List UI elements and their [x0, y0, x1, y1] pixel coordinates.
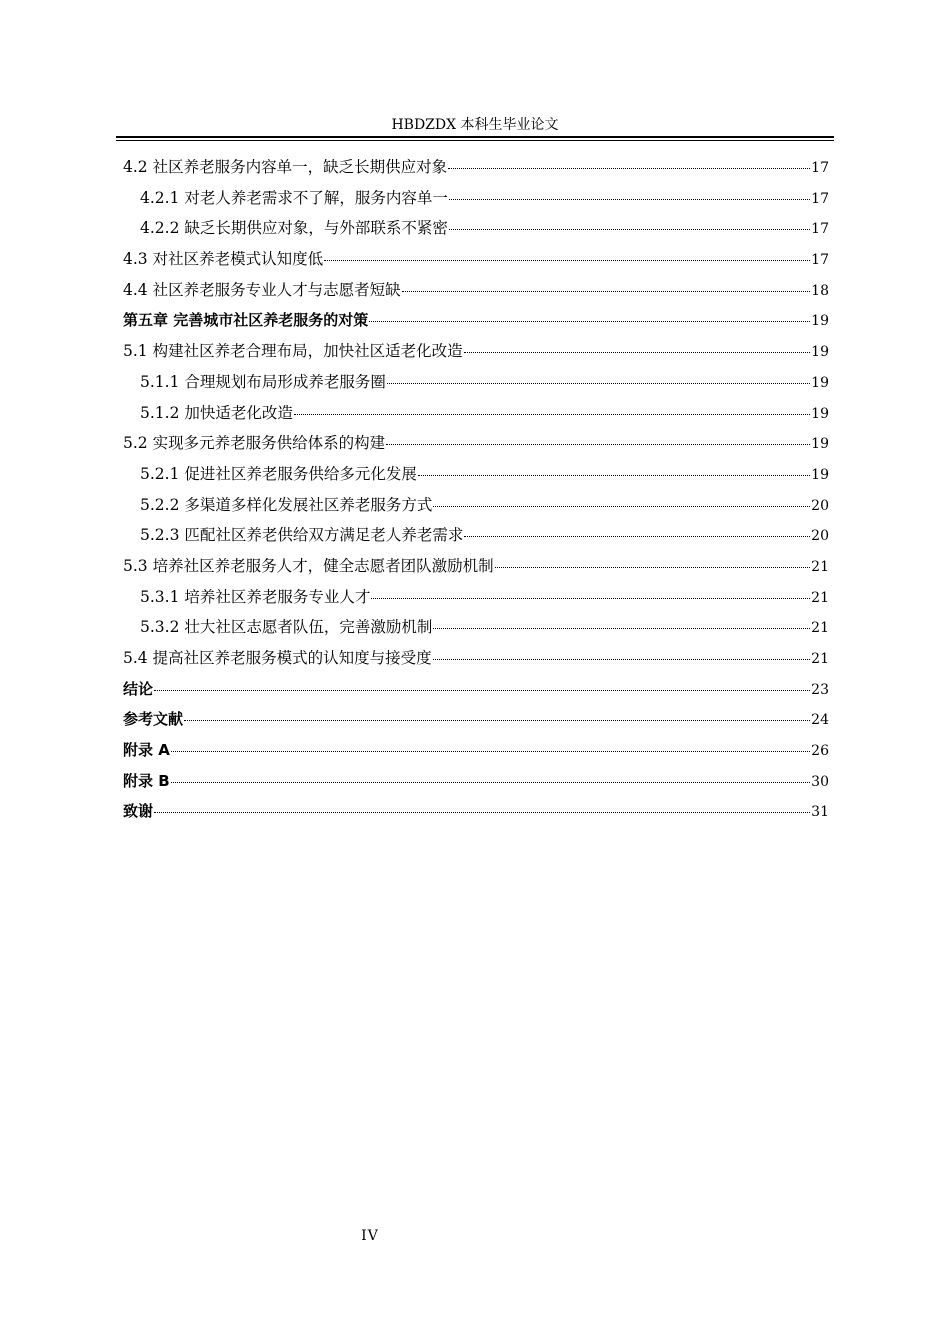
toc-entry-title: 致谢 [123, 802, 154, 821]
toc-dot-leader [402, 291, 811, 292]
toc-dot-leader [184, 720, 810, 721]
toc-entry-page: 24 [811, 712, 829, 729]
toc-entry[interactable] [123, 739, 829, 770]
toc-dot-leader [386, 444, 810, 445]
toc-dot-leader [464, 536, 810, 537]
toc-dot-leader [449, 229, 810, 230]
toc-entry-page: 19 [811, 436, 829, 453]
toc-entry[interactable] [123, 187, 829, 218]
toc-entry-title: 附录 B [123, 771, 170, 790]
toc-entry-title: 参考文献 [123, 710, 184, 729]
header-rule-thin [116, 140, 834, 141]
toc-entry[interactable] [123, 616, 829, 647]
toc-entry[interactable] [123, 708, 829, 739]
toc-entry-title: 5.1 构建社区养老合理布局，加快社区适老化改造 [123, 342, 463, 361]
toc-dot-leader [449, 199, 810, 200]
toc-dot-leader [171, 782, 811, 783]
toc-entry-title: 5.1.2 加快适老化改造 [140, 403, 293, 422]
toc-entry-title: 5.4 提高社区养老服务模式的认知度与接受度 [123, 649, 432, 667]
toc-entry[interactable] [123, 494, 829, 525]
toc-entry-page: 21 [811, 620, 829, 637]
toc-entry-page: 23 [811, 681, 829, 698]
toc-entry-title: 4.2.1 对老人养老需求不了解，服务内容单一 [140, 188, 448, 207]
toc-dot-leader [433, 659, 811, 660]
toc-dot-leader [171, 751, 810, 752]
toc-entry-title: 5.3.1 培养社区养老服务专业人才 [140, 587, 371, 606]
toc-entry-title: 5.2 实现多元养老服务供给体系的构建 [123, 434, 386, 453]
toc-entry[interactable] [123, 524, 829, 555]
toc-dot-leader [154, 690, 810, 691]
toc-entry[interactable] [123, 678, 829, 709]
toc-entry[interactable] [123, 463, 829, 494]
toc-entry-page: 21 [811, 651, 829, 667]
toc-entry[interactable] [123, 586, 829, 617]
toc-entry-page: 17 [811, 252, 829, 269]
toc-entry-title: 5.1.1 合理规划布局形成养老服务圈 [140, 372, 386, 391]
toc-entry[interactable] [123, 371, 829, 402]
toc-entry-page: 17 [811, 190, 829, 207]
toc-dot-leader [433, 506, 810, 507]
table-of-contents [123, 156, 829, 831]
toc-entry[interactable] [123, 555, 829, 586]
toc-dot-leader [154, 812, 810, 813]
page-header: HBDZDX 本科生毕业论文 [391, 117, 559, 133]
toc-entry-page: 30 [811, 773, 829, 790]
toc-entry[interactable] [123, 770, 829, 801]
toc-entry-page: 19 [811, 313, 829, 330]
toc-entry[interactable] [123, 402, 829, 433]
toc-entry-page: 20 [811, 497, 829, 514]
toc-entry[interactable] [123, 156, 829, 187]
toc-entry[interactable] [123, 432, 829, 463]
toc-dot-leader [387, 383, 810, 384]
toc-dot-leader [418, 475, 810, 476]
toc-entry[interactable] [123, 800, 829, 831]
toc-entry-page: 20 [811, 528, 829, 545]
toc-entry-title: 5.3.2 壮大社区志愿者队伍，完善激励机制 [140, 618, 433, 637]
toc-entry-title: 4.2.2 缺乏长期供应对象，与外部联系不紧密 [140, 219, 448, 238]
toc-entry-page: 26 [811, 743, 829, 760]
toc-entry-title: 4.2 社区养老服务内容单一，缺乏长期供应对象 [123, 158, 448, 176]
toc-entry[interactable] [123, 217, 829, 248]
toc-dot-leader [371, 598, 810, 599]
toc-entry-page: 31 [811, 804, 829, 821]
toc-entry-title: 5.2.3 匹配社区养老供给双方满足老人养老需求 [140, 526, 464, 545]
toc-entry-title: 5.2.1 促进社区养老服务供给多元化发展 [140, 464, 417, 483]
toc-dot-leader [369, 321, 810, 322]
toc-entry-page: 17 [811, 160, 829, 176]
toc-entry-title: 附录 A [123, 741, 170, 760]
toc-entry-title: 4.3 对社区养老模式认知度低 [123, 250, 324, 269]
toc-entry-title: 4.4 社区养老服务专业人才与志愿者短缺 [123, 280, 401, 299]
toc-entry-page: 21 [811, 589, 829, 606]
toc-entry[interactable] [123, 340, 829, 371]
toc-dot-leader [294, 414, 810, 415]
toc-entry-page: 21 [811, 558, 829, 575]
toc-entry-title: 第五章 完善城市社区养老服务的对策 [123, 311, 369, 330]
toc-dot-leader [433, 628, 810, 629]
toc-entry-page: 19 [811, 405, 829, 422]
toc-entry-page: 18 [811, 282, 829, 299]
toc-entry-page: 19 [811, 344, 829, 361]
toc-entry-title: 结论 [123, 679, 154, 698]
toc-entry-title: 5.3 培养社区养老服务人才，健全志愿者团队激励机制 [123, 556, 494, 575]
toc-entry[interactable] [123, 248, 829, 279]
toc-dot-leader [448, 168, 810, 169]
toc-dot-leader [324, 260, 810, 261]
toc-entry[interactable] [123, 279, 829, 310]
page-number: IV [361, 1228, 379, 1244]
toc-entry-page: 17 [811, 221, 829, 238]
header-rule-thick [116, 136, 834, 138]
toc-entry-page: 19 [811, 374, 829, 391]
toc-dot-leader [464, 352, 811, 353]
toc-entry[interactable] [123, 647, 829, 678]
toc-entry-title: 5.2.2 多渠道多样化发展社区养老服务方式 [140, 495, 433, 514]
toc-entry[interactable] [123, 309, 829, 340]
toc-entry-page: 19 [811, 466, 829, 483]
toc-dot-leader [495, 567, 811, 568]
